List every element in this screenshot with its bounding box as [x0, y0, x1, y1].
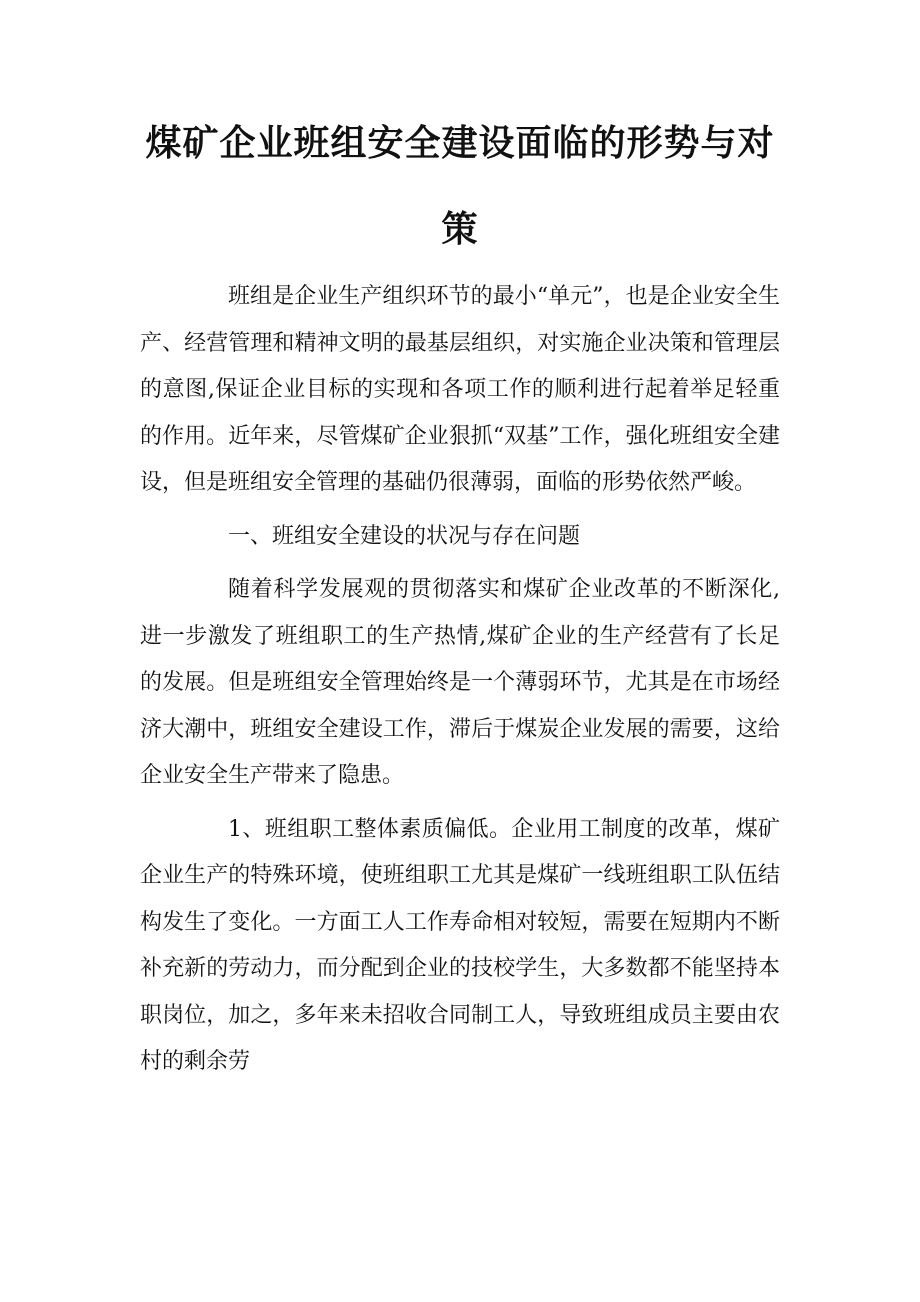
paragraph-intro: 班组是企业生产组织环节的最小“单元”，也是企业安全生产、经营管理和精神文明的最基层组织，对实施企业决策和管理层的意图,保证企业目标的实现和各项工作的顺利进行起着举足轻重的作用。近年来，尽管煤矿企业狠抓“双基”工作，强化班组安全建设，但是班组安全管理的基础仍很薄弱，面临的形势依然严峻。	[140, 284, 780, 495]
document-body	[140, 274, 780, 1086]
paragraph-point-1: 1、班组职工整体素质偏低。企业用工制度的改革，煤矿企业生产的特殊环境，使班组职工尤其是煤矿一线班组职工队伍结构发生了变化。一方面工人工作寿命相对较短，需要在短期内不断补充新的劳动力，而分配到企业的技校学生，大多数都不能坚持本职岗位，加之，多年来未招收合同制工人，导致班组成员主要由农村的剩余劳	[140, 816, 780, 1074]
paragraph-section-overview: 随着科学发展观的贯彻落实和煤矿企业改革的不断深化,进一步激发了班组职工的生产热情,煤矿企业的生产经营有了长足的发展。但是班组安全管理始终是一个薄弱环节，尤其是在市场经济大潮中，班组安全建设工作，滞后于煤炭企业发展的需要，这给企业安全生产带来了隐患。	[140, 577, 780, 788]
section-heading: 一、班组安全建设的状况与存在问题	[228, 523, 581, 549]
document-title: 煤矿企业班组安全建设面临的形势与对策	[145, 122, 775, 250]
